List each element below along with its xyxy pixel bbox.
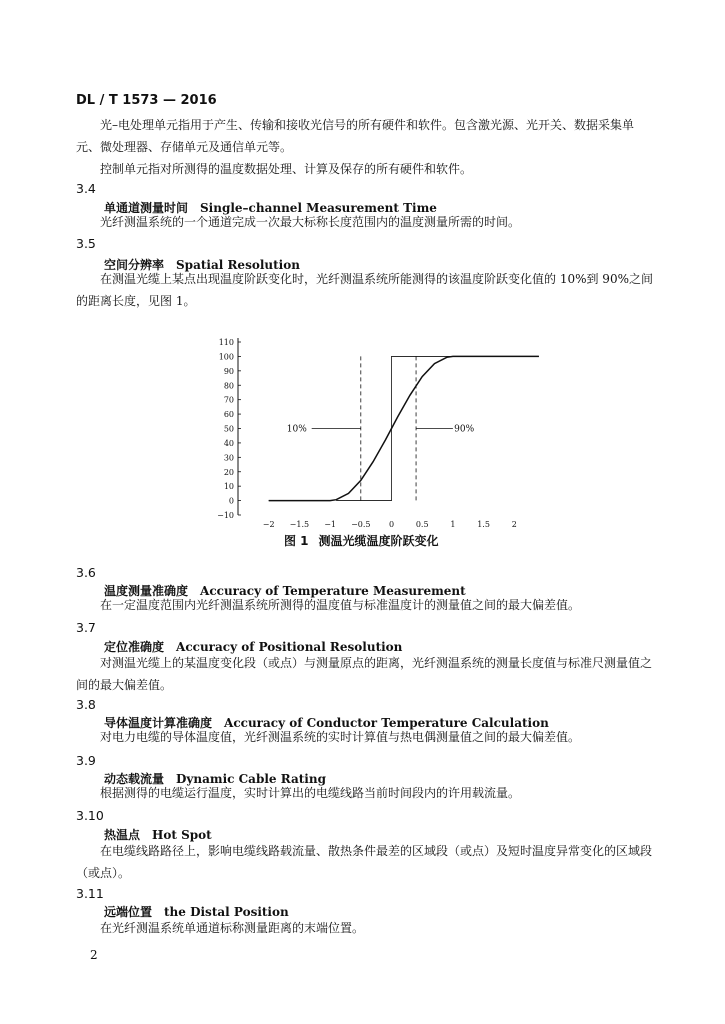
term-en: Hot Spot (152, 828, 212, 842)
x-tick-label: −2 (262, 520, 275, 529)
y-tick-label: 60 (223, 410, 234, 420)
caption-text: 测温光缆温度阶跃变化 (318, 534, 439, 548)
term-en: Accuracy of Conductor Temperature Calculation (224, 716, 549, 730)
y-tick-label: 10 (223, 482, 234, 492)
term-zh: 导体温度计算准确度 (104, 716, 213, 730)
label-10-percent: 10% (286, 424, 307, 435)
section-body: 在电缆线路路径上，影响电缆线路载流量、散热条件最差的区域段（或点）及短时温度异常变化的区域段（或点）。 (76, 844, 653, 880)
x-tick-label: 2 (511, 520, 517, 529)
term-zh: 热温点 (104, 828, 141, 842)
term-en: Single–channel Measurement Time (200, 201, 437, 215)
term-en: Spatial Resolution (176, 258, 300, 272)
section-body: 对测温光缆上的某温度变化段（或点）与测量原点的距离，光纤测温系统的测量长度值与标准尺测量值之间的最大偏差值。 (76, 656, 653, 692)
term-zh: 动态载流量 (104, 772, 165, 786)
x-tick-label: 0.5 (415, 520, 429, 529)
section-body: 根据测得的电缆运行温度，实时计算出的电缆线路当前时间段内的许用载流量。 (100, 786, 521, 800)
section-number: 3.10 (76, 808, 104, 823)
section-number: 3.7 (76, 620, 96, 635)
x-tick-label: 1 (450, 520, 456, 529)
section-body: 在一定温度范围内光纤测温系统所测得的温度值与标准温度计的测量值之间的最大偏差值。 (100, 598, 581, 612)
page-number: 2 (90, 948, 98, 962)
section-body: 在测温光缆上某点出现温度阶跃变化时，光纤测温系统所能测得的该温度阶跃变化值的 10%到 90%之间的距离长度，见图 1。 (76, 272, 653, 308)
step-function-line (269, 356, 539, 500)
x-tick-label: −1.5 (289, 520, 310, 529)
intro-paragraph-1: 光–电处理单元指用于产生、传输和接收光信号的所有硬件和软件。包含激光源、光开关、数据采集单元、微处理器、存储单元及通信单元等。 (76, 118, 635, 154)
term-zh: 单通道测量时间 (104, 201, 189, 215)
x-tick-label: −0.5 (351, 520, 371, 529)
term-zh: 温度测量准确度 (104, 584, 189, 598)
section-number: 3.9 (76, 753, 96, 768)
y-tick-label: 50 (223, 424, 234, 434)
label-90-percent: 90% (454, 424, 475, 435)
figure-1-chart (180, 330, 560, 534)
term-en: the Distal Position (164, 905, 289, 919)
x-tick-label: 0 (388, 520, 395, 529)
x-tick-label: 1.5 (477, 520, 490, 529)
term-en: Accuracy of Positional Resolution (176, 640, 403, 654)
x-tick-label: −1 (324, 520, 336, 529)
caption-number: 图 1 (284, 534, 309, 548)
term-en: Dynamic Cable Rating (176, 772, 326, 786)
section-body: 光纤测温系统的一个通道完成一次最大标称长度范围内的温度测量所需的时间。 (100, 215, 521, 229)
y-tick-label: 20 (223, 467, 234, 477)
section-body: 在光纤测温系统单通道标称测量距离的末端位置。 (100, 921, 365, 935)
section-number: 3.8 (76, 697, 96, 712)
term-zh: 远端位置 (104, 905, 153, 919)
y-tick-label: −10 (217, 511, 234, 520)
y-tick-label: 40 (223, 438, 234, 448)
section-number: 3.6 (76, 565, 96, 580)
series-line (269, 356, 539, 500)
term-zh: 定位准确度 (104, 640, 165, 654)
section-number: 3.11 (76, 886, 104, 901)
y-tick-label: 70 (223, 395, 234, 405)
y-tick-label: 0 (228, 496, 234, 506)
figure-caption (284, 532, 439, 549)
intro-paragraph-2: 控制单元指对所测得的温度数据处理、计算及保存的所有硬件和软件。 (100, 162, 473, 176)
step-response-chart (180, 330, 560, 530)
y-tick-label: 80 (223, 381, 234, 391)
document-header: DL / T 1573 — 2016 (76, 93, 217, 108)
term-zh: 空间分辨率 (104, 258, 165, 272)
y-tick-label: 110 (218, 338, 234, 347)
y-tick-label: 30 (223, 453, 234, 463)
y-tick-label: 90 (223, 366, 234, 376)
section-body: 对电力电缆的导体温度值，光纤测温系统的实时计算值与热电偶测量值之间的最大偏差值。 (100, 730, 581, 744)
section-number: 3.4 (76, 181, 96, 196)
term-en: Accuracy of Temperature Measurement (200, 584, 466, 598)
section-number: 3.5 (76, 236, 96, 251)
y-tick-label: 100 (218, 352, 234, 362)
